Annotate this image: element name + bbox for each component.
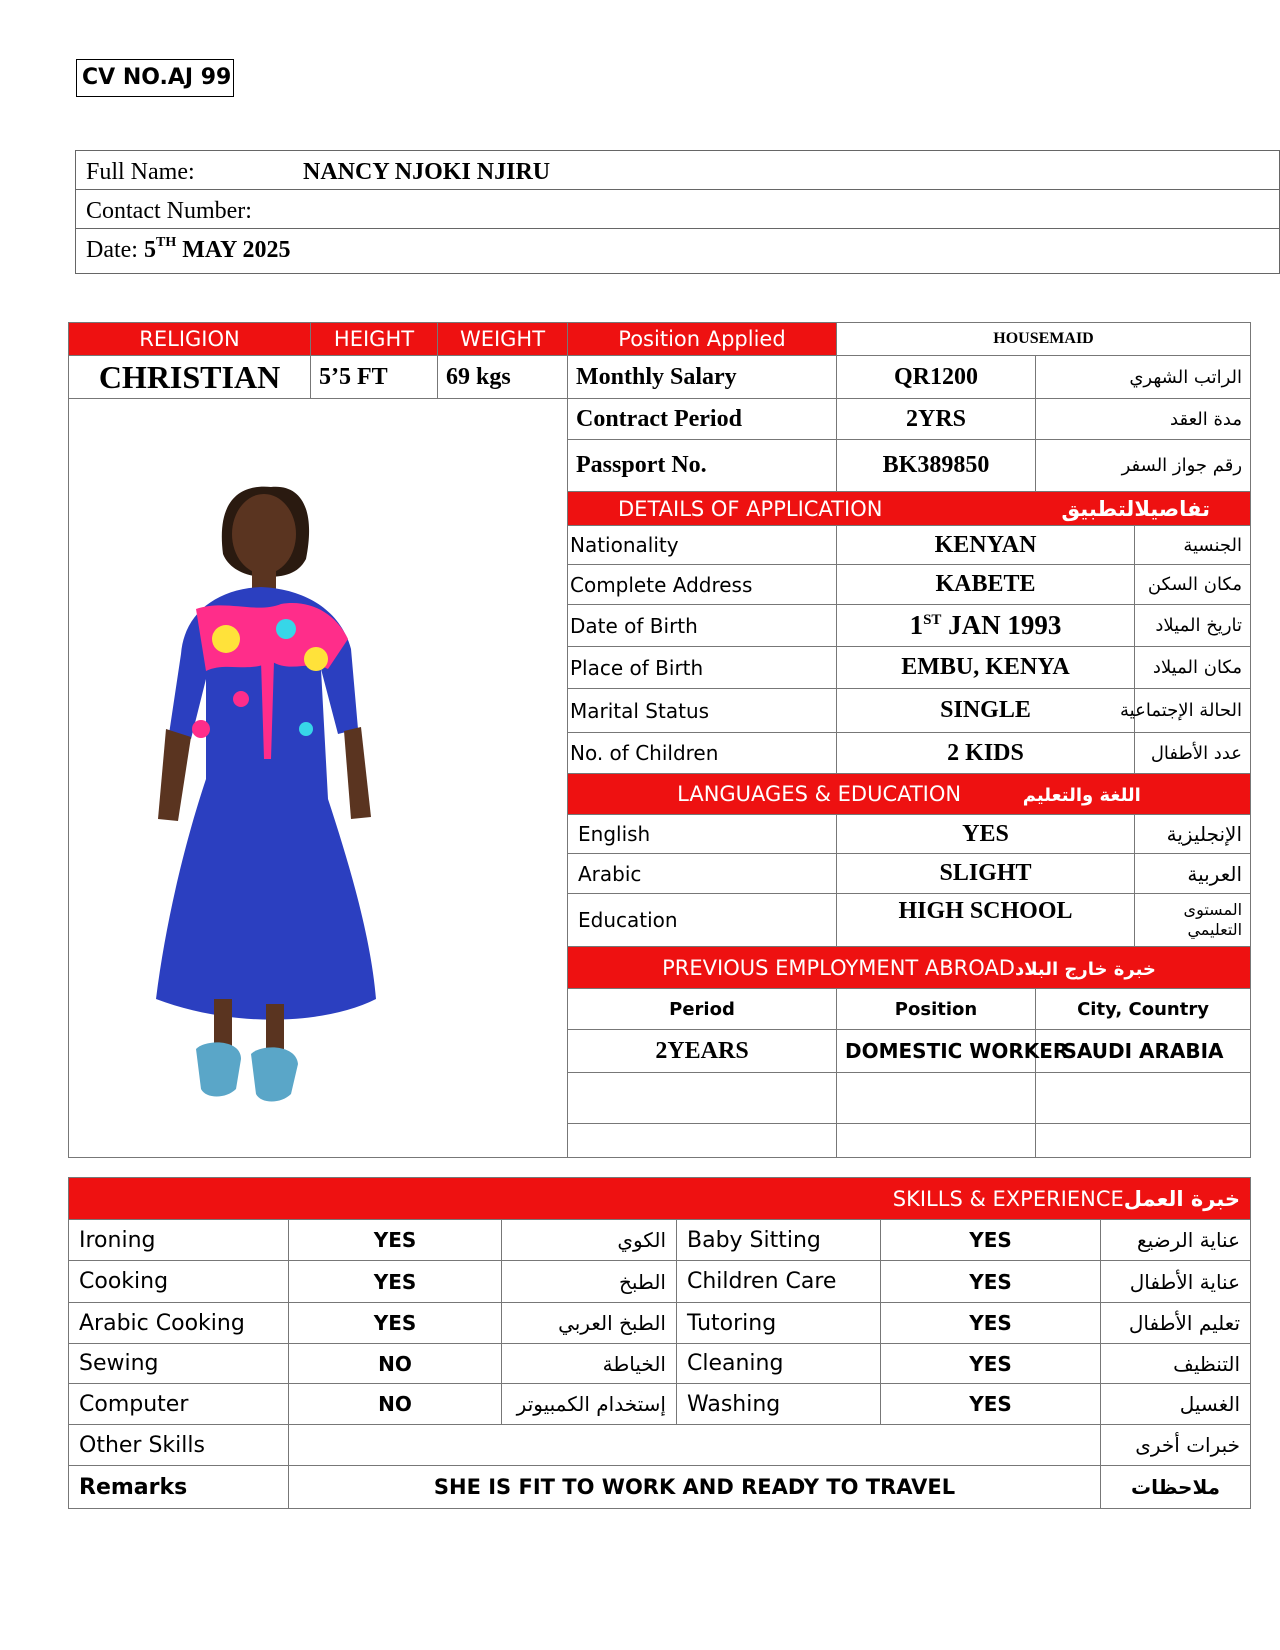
full-name-row xyxy=(76,151,1279,190)
skill-washing-label: Washing xyxy=(677,1384,881,1425)
skill-cooking-arabic: الطبخ xyxy=(502,1261,677,1303)
position-applied-header: Position Applied xyxy=(568,323,837,356)
english-arabic: الإنجليزية xyxy=(1135,815,1251,854)
employment-title: PREVIOUS EMPLOYMENT ABROAD xyxy=(662,955,1015,980)
details-section-header xyxy=(568,492,1251,526)
marital-status-arabic: الحالة الإجتماعية xyxy=(1135,689,1251,733)
application-table xyxy=(68,322,1251,1158)
skill-tutoring-arabic: تعليم الأطفال xyxy=(1101,1303,1251,1344)
dob-label: Date of Birth xyxy=(568,605,837,647)
skill-tutoring-label: Tutoring xyxy=(677,1303,881,1344)
skill-ironing-value: YES xyxy=(289,1220,502,1261)
marital-status-label: Marital Status xyxy=(568,689,837,733)
monthly-salary-arabic: الراتب الشهري xyxy=(1036,356,1251,399)
contact-row xyxy=(76,190,1279,229)
address-arabic: مكان السكن xyxy=(1135,565,1251,605)
nationality-value: KENYAN xyxy=(837,526,1135,565)
details-title: DETAILS OF APPLICATION xyxy=(618,496,883,521)
photo-cell xyxy=(69,399,568,1158)
other-skills-label: Other Skills xyxy=(69,1425,289,1466)
skill-baby-sitting-arabic: عناية الرضيع xyxy=(1101,1220,1251,1261)
nationality-arabic: الجنسية xyxy=(1135,526,1251,565)
employment-empty-cell xyxy=(1036,1124,1251,1158)
skill-children-care-label: Children Care xyxy=(677,1261,881,1303)
contract-period-arabic: مدة العقد xyxy=(1036,399,1251,440)
dob-suffix: ST xyxy=(923,612,942,628)
address-label: Complete Address xyxy=(568,565,837,605)
date-suffix: TH xyxy=(155,235,177,250)
dob-value xyxy=(837,605,1135,647)
remarks-arabic: ملاحظات xyxy=(1101,1466,1251,1509)
date-rest: MAY 2025 xyxy=(182,237,291,263)
monthly-salary-label: Monthly Salary xyxy=(568,356,837,399)
employment-city-value: SAUDI ARABIA xyxy=(1036,1030,1251,1073)
birthplace-value: EMBU, KENYA xyxy=(837,647,1135,689)
employment-empty-cell xyxy=(837,1073,1036,1124)
skill-cleaning-arabic: التنظيف xyxy=(1101,1344,1251,1384)
date-field xyxy=(86,237,290,264)
skill-ironing-label: Ironing xyxy=(69,1220,289,1261)
marital-status-value: SINGLE xyxy=(837,689,1135,733)
languages-section-header xyxy=(568,774,1251,815)
employment-empty-cell xyxy=(1036,1073,1251,1124)
skills-table xyxy=(68,1177,1251,1509)
skill-tutoring-value: YES xyxy=(881,1303,1101,1344)
skill-computer-arabic: إستخدام الكمبيوتر xyxy=(502,1384,677,1425)
nationality-label: Nationality xyxy=(568,526,837,565)
contract-period-value: 2YRS xyxy=(837,399,1036,440)
date-row xyxy=(76,229,1279,273)
skill-sewing-value: NO xyxy=(289,1344,502,1384)
skill-cleaning-label: Cleaning xyxy=(677,1344,881,1384)
remarks-label: Remarks xyxy=(69,1466,289,1509)
skill-children-care-value: YES xyxy=(881,1261,1101,1303)
religion-header: RELIGION xyxy=(69,323,311,356)
remarks-value: SHE IS FIT TO WORK AND READY TO TRAVEL xyxy=(289,1466,1101,1509)
employment-period-header: Period xyxy=(568,989,837,1030)
skill-cooking-value: YES xyxy=(289,1261,502,1303)
children-arabic: عدد الأطفال xyxy=(1135,733,1251,774)
contract-period-label: Contract Period xyxy=(568,399,837,440)
birthplace-label: Place of Birth xyxy=(568,647,837,689)
date-day: 5 xyxy=(143,237,156,263)
skill-computer-value: NO xyxy=(289,1384,502,1425)
weight-value: 69 kgs xyxy=(438,356,568,399)
religion-value: CHRISTIAN xyxy=(69,356,311,399)
details-title-arabic: تفاصيلالتطبيق xyxy=(1061,496,1211,521)
dob-day: 1 xyxy=(909,610,924,640)
skill-computer-label: Computer xyxy=(69,1384,289,1425)
weight-header: WEIGHT xyxy=(438,323,568,356)
skill-arabic-cooking-label: Arabic Cooking xyxy=(69,1303,289,1344)
contact-label: Contact Number: xyxy=(86,198,252,224)
skill-sewing-arabic: الخياطة xyxy=(502,1344,677,1384)
skills-title: SKILLS & EXPERIENCE xyxy=(892,1186,1124,1211)
education-label: Education xyxy=(568,894,837,947)
skill-washing-arabic: الغسيل xyxy=(1101,1384,1251,1425)
skill-cleaning-value: YES xyxy=(881,1344,1101,1384)
skills-title-arabic: خبرة العمل xyxy=(1123,1186,1241,1211)
position-applied-value: HOUSEMAID xyxy=(837,323,1251,356)
skills-section-header xyxy=(69,1178,1251,1220)
arabic-lang-value: SLIGHT xyxy=(837,854,1135,894)
address-value: KABETE xyxy=(837,565,1135,605)
other-skills-value xyxy=(289,1425,1101,1466)
birthplace-arabic: مكان الميلاد xyxy=(1135,647,1251,689)
employment-city-header: City, Country xyxy=(1036,989,1251,1030)
children-value: 2 KIDS xyxy=(837,733,1135,774)
employment-title-arabic: خبرة خارج البلاد xyxy=(1014,958,1156,980)
height-header: HEIGHT xyxy=(311,323,438,356)
full-name-value: NANCY NJOKI NJIRU xyxy=(303,159,551,185)
skill-arabic-cooking-arabic: الطبخ العربي xyxy=(502,1303,677,1344)
employment-empty-cell xyxy=(568,1073,837,1124)
height-value: 5’5 FT xyxy=(311,356,438,399)
monthly-salary-value: QR1200 xyxy=(837,356,1036,399)
arabic-lang-arabic: العربية xyxy=(1135,854,1251,894)
skill-cooking-label: Cooking xyxy=(69,1261,289,1303)
employment-empty-cell xyxy=(837,1124,1036,1158)
applicant-photo xyxy=(69,399,568,1136)
skill-baby-sitting-label: Baby Sitting xyxy=(677,1220,881,1261)
employment-position-header: Position xyxy=(837,989,1036,1030)
english-label: English xyxy=(568,815,837,854)
full-name-label: Full Name: xyxy=(86,159,195,185)
employment-section-header xyxy=(568,947,1251,989)
skill-children-care-arabic: عناية الأطفال xyxy=(1101,1261,1251,1303)
passport-label: Passport No. xyxy=(568,440,837,492)
languages-title-arabic: اللغة والتعليم xyxy=(1022,785,1141,806)
cv-number: CV NO.AJ 99 xyxy=(76,59,234,97)
employment-empty-cell xyxy=(568,1124,837,1158)
employment-position-value: DOMESTIC WORKER xyxy=(837,1030,1036,1073)
education-value: HIGH SCHOOL xyxy=(837,894,1135,947)
children-label: No. of Children xyxy=(568,733,837,774)
passport-arabic: رقم جواز السفر xyxy=(1036,440,1251,492)
skill-baby-sitting-value: YES xyxy=(881,1220,1101,1261)
passport-value: BK389850 xyxy=(837,440,1036,492)
employment-period-value: 2YEARS xyxy=(568,1030,837,1073)
languages-title: LANGUAGES & EDUCATION xyxy=(677,782,962,806)
skill-sewing-label: Sewing xyxy=(69,1344,289,1384)
dob-rest: JAN 1993 xyxy=(948,610,1062,640)
skill-ironing-arabic: الكوي xyxy=(502,1220,677,1261)
education-arabic: المستوى التعليمي xyxy=(1135,894,1251,947)
other-skills-arabic: خبرات أخرى xyxy=(1101,1425,1251,1466)
personal-info-box xyxy=(75,150,1280,274)
skill-washing-value: YES xyxy=(881,1384,1101,1425)
dob-arabic: تاريخ الميلاد xyxy=(1135,605,1251,647)
english-value: YES xyxy=(837,815,1135,854)
arabic-lang-label: Arabic xyxy=(568,854,837,894)
date-label: Date: xyxy=(86,237,138,263)
skill-arabic-cooking-value: YES xyxy=(289,1303,502,1344)
